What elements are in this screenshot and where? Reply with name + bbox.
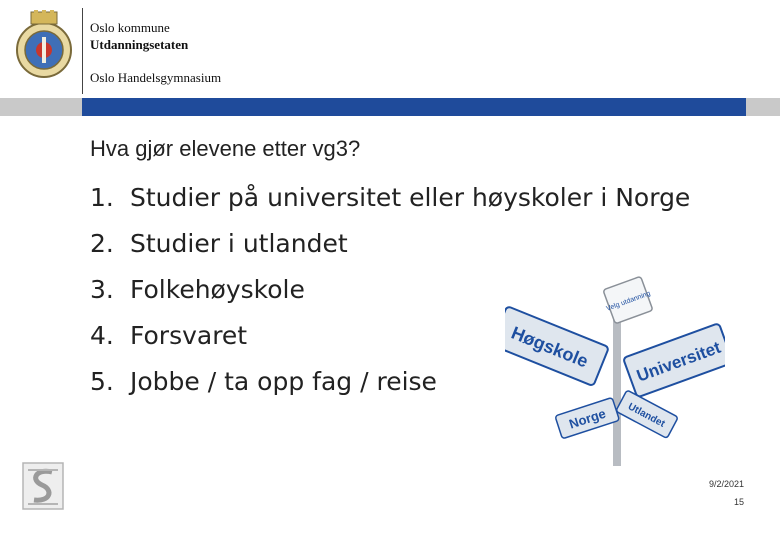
list-item-number: 4. [90,321,114,350]
header-band-blue [82,98,746,116]
slide-date: 9/2/2021 [708,479,744,489]
oslo-seal-logo [14,10,74,80]
sign-utlandet-text: Utlandet [626,401,667,430]
list-item-text: Studier i utlandet [130,229,348,258]
list-item-text: Studier på universitet eller høyskoler i Norge [130,183,691,212]
list-item-number: 3. [90,275,114,304]
school-emblem-logo [22,462,64,510]
list-item-text: Jobbe / ta opp fag / reise [130,367,437,396]
sign-norge-text: Norge [567,405,608,432]
slide-page-number: 15 [733,497,744,507]
list-item-text: Folkehøyskole [130,275,305,304]
signpost-illustration [505,268,725,468]
header-divider [82,8,83,94]
organization-name [90,19,188,53]
list-item [90,224,690,270]
org-name-line: Oslo kommune [90,20,170,35]
slide-subtitle: Hva gjør elevene etter vg3? [90,136,361,161]
school-name: Oslo Handelsgymnasium [90,70,222,85]
list-item [90,178,690,224]
list-item-text: Forsvaret [130,321,248,350]
list-item-number: 5. [90,367,114,396]
sign-velg-utdanning-text: Velg utdanning [605,290,652,313]
slide-header [0,0,780,100]
sign-hogskole-text: Høgskole [508,322,592,372]
list-item-number: 2. [90,229,114,258]
sign-universitet-text: Universitet [634,337,724,386]
org-unit-line: Utdanningsetaten [90,37,189,52]
list-item-number: 1. [90,183,114,212]
